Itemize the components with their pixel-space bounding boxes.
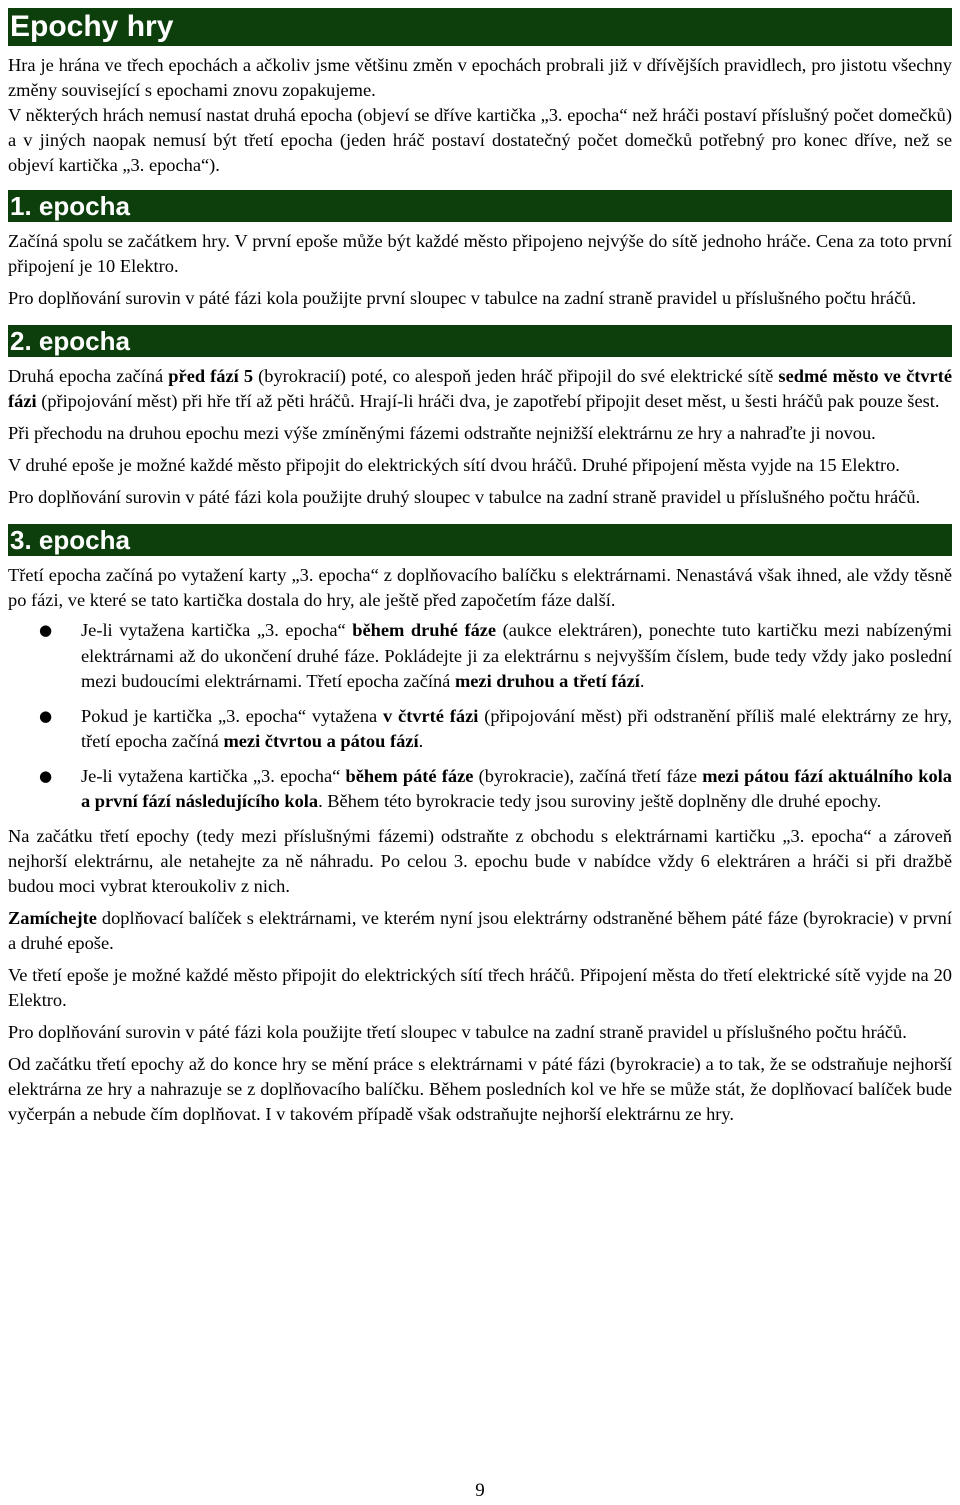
epoch-1-paragraph-1: Začíná spolu se začátkem hry. V první epoše může být každé město připojeno nejvýše do sítě jednoho hráče. Cena za toto první připojení je 10 Elektro. — [8, 231, 952, 276]
bullet-icon: ● — [39, 706, 53, 725]
section-heading-epoch-2: 2. epocha — [8, 325, 952, 357]
epoch-2-paragraph-4: Pro doplňování surovin v páté fázi kola použijte druhý sloupec v tabulce na zadní straně pravidel u příslušného počtu hráčů. — [8, 487, 921, 507]
list-item: ● Je-li vytažena kartička „3. epocha“ během páté fáze (byrokracie), začíná třetí fáze mezi pátou fází aktuálního kola a první fází následujícího kola. Během této byrokracie tedy jsou suroviny ještě doplněny dle druhé epochy. — [39, 765, 952, 811]
epoch-3-paragraph-1: Třetí epocha začíná po vytažení karty „3. epocha“ z doplňovacího balíčku s elektrárnami. Nenastává však ihned, ale vždy těsně po fázi, ve které se tato kartička dostala do hry, ale ještě před započetím fáze další. — [8, 565, 952, 610]
epoch-2-paragraph-3: V druhé epoše je možné každé město připojit do elektrických sítí dvou hráčů. Druhé připojení města vyjde na 15 Elektro. — [8, 455, 900, 475]
intro-paragraph-2: V některých hrách nemusí nastat druhá epocha (objeví se dříve kartička „3. epocha“ než hráči postaví příslušný počet domečků) a v jiných naopak nemusí být třetí epocha (jeden hráč postaví dostatečný počet domečků potřebný pro konec dříve, než se objeví kartička „3. epocha“). — [8, 105, 952, 175]
epoch-1-paragraph-2: Pro doplňování surovin v páté fázi kola použijte první sloupec v tabulce na zadní straně pravidel u příslušného počtu hráčů. — [8, 288, 917, 308]
page-number: 9 — [475, 1480, 485, 1501]
intro-paragraph-1: Hra je hrána ve třech epochách a ačkoliv jsme většinu změn v epochách probrali již v dřívějších pravidlech, pro jistotu všechny změny související s epochami znovu zopakujeme. — [8, 55, 952, 100]
bullet-icon: ● — [39, 766, 53, 785]
page-content — [8, 8, 952, 1127]
page-title: Epochy hry — [8, 8, 952, 46]
section-heading-epoch-3: 3. epocha — [8, 524, 952, 556]
epoch-3-paragraph-3: Zamíchejte doplňovací balíček s elektrárnami, ve kterém nyní jsou elektrárny odstraněné během páté fáze (byrokracie) v první a druhé epoše. — [8, 907, 952, 953]
epoch-2-paragraph-1: Druhá epocha začíná před fází 5 (byrokracií) poté, co alespoň jeden hráč připojil do své elektrické sítě sedmé město ve čtvrté fázi (připojování měst) při hře tří až pěti hráčů. Hrají-li hráči dva, je zapotřebí připojit deset měst, u šesti hráčů pak pouze šest. — [8, 366, 952, 411]
epoch-3-bullet-list — [8, 618, 952, 815]
epoch-3-paragraph-4: Ve třetí epoše je možné každé město připojit do elektrických sítí třech hráčů. Připojení města do třetí elektrické sítě vyjde na 20 Elektro. — [8, 964, 952, 1010]
epoch-3-paragraph-6: Od začátku třetí epochy až do konce hry se mění práce s elektrárnami v páté fázi (byrokracie) a to tak, že se odstraňuje nejhorší elektrárna ze hry a nahrazuje se z doplňovacího balíčku. Během posledních kol ve hře se může stát, že doplňovací balíček bude vyčerpán a nebude čím doplňovat. I v takovém případě však odstraňujte nejhorší elektrárnu ze hry. — [8, 1053, 952, 1124]
bullet-icon: ● — [39, 621, 53, 639]
epoch-3-paragraph-5: Pro doplňování surovin v páté fázi kola použijte třetí sloupec v tabulce na zadní straně pravidel u příslušného počtu hráčů. — [8, 1021, 907, 1042]
list-item: ● Pokud je kartička „3. epocha“ vytažena v čtvrté fázi (připojování měst) při odstranění příliš malé elektrárny ze hry, třetí epocha začíná mezi čtvrtou a pátou fází. — [39, 705, 952, 751]
epoch-2-paragraph-2: Při přechodu na druhou epochu mezi výše zmíněnými fázemi odstraňte nejnižší elektrárnu ze hry a nahraďte ji novou. — [8, 423, 876, 443]
section-heading-epoch-1: 1. epocha — [8, 190, 952, 222]
epoch-3-paragraph-2: Na začátku třetí epochy (tedy mezi příslušnými fázemi) odstraňte z obchodu s elektrárnami kartičku „3. epocha“ a zároveň nejhorší elektrárnu, ale netahejte za ně náhradu. Po celou 3. epochu bude v nabídce vždy 6 elektráren a hráči si při dražbě budou moci vybrat kteroukoliv z nich. — [8, 825, 952, 896]
list-item: ● Je-li vytažena kartička „3. epocha“ během druhé fáze (aukce elektráren), ponechte tuto kartičku mezi nabízenými elektrárnami až do ukončení druhé fáze. Pokládejte ji za elektrárnu s nejvyšším číslem, bude tedy vždy jako poslední mezi budoucími elektrárnami. Třetí epocha začíná mezi druhou a třetí fází. — [39, 620, 952, 691]
